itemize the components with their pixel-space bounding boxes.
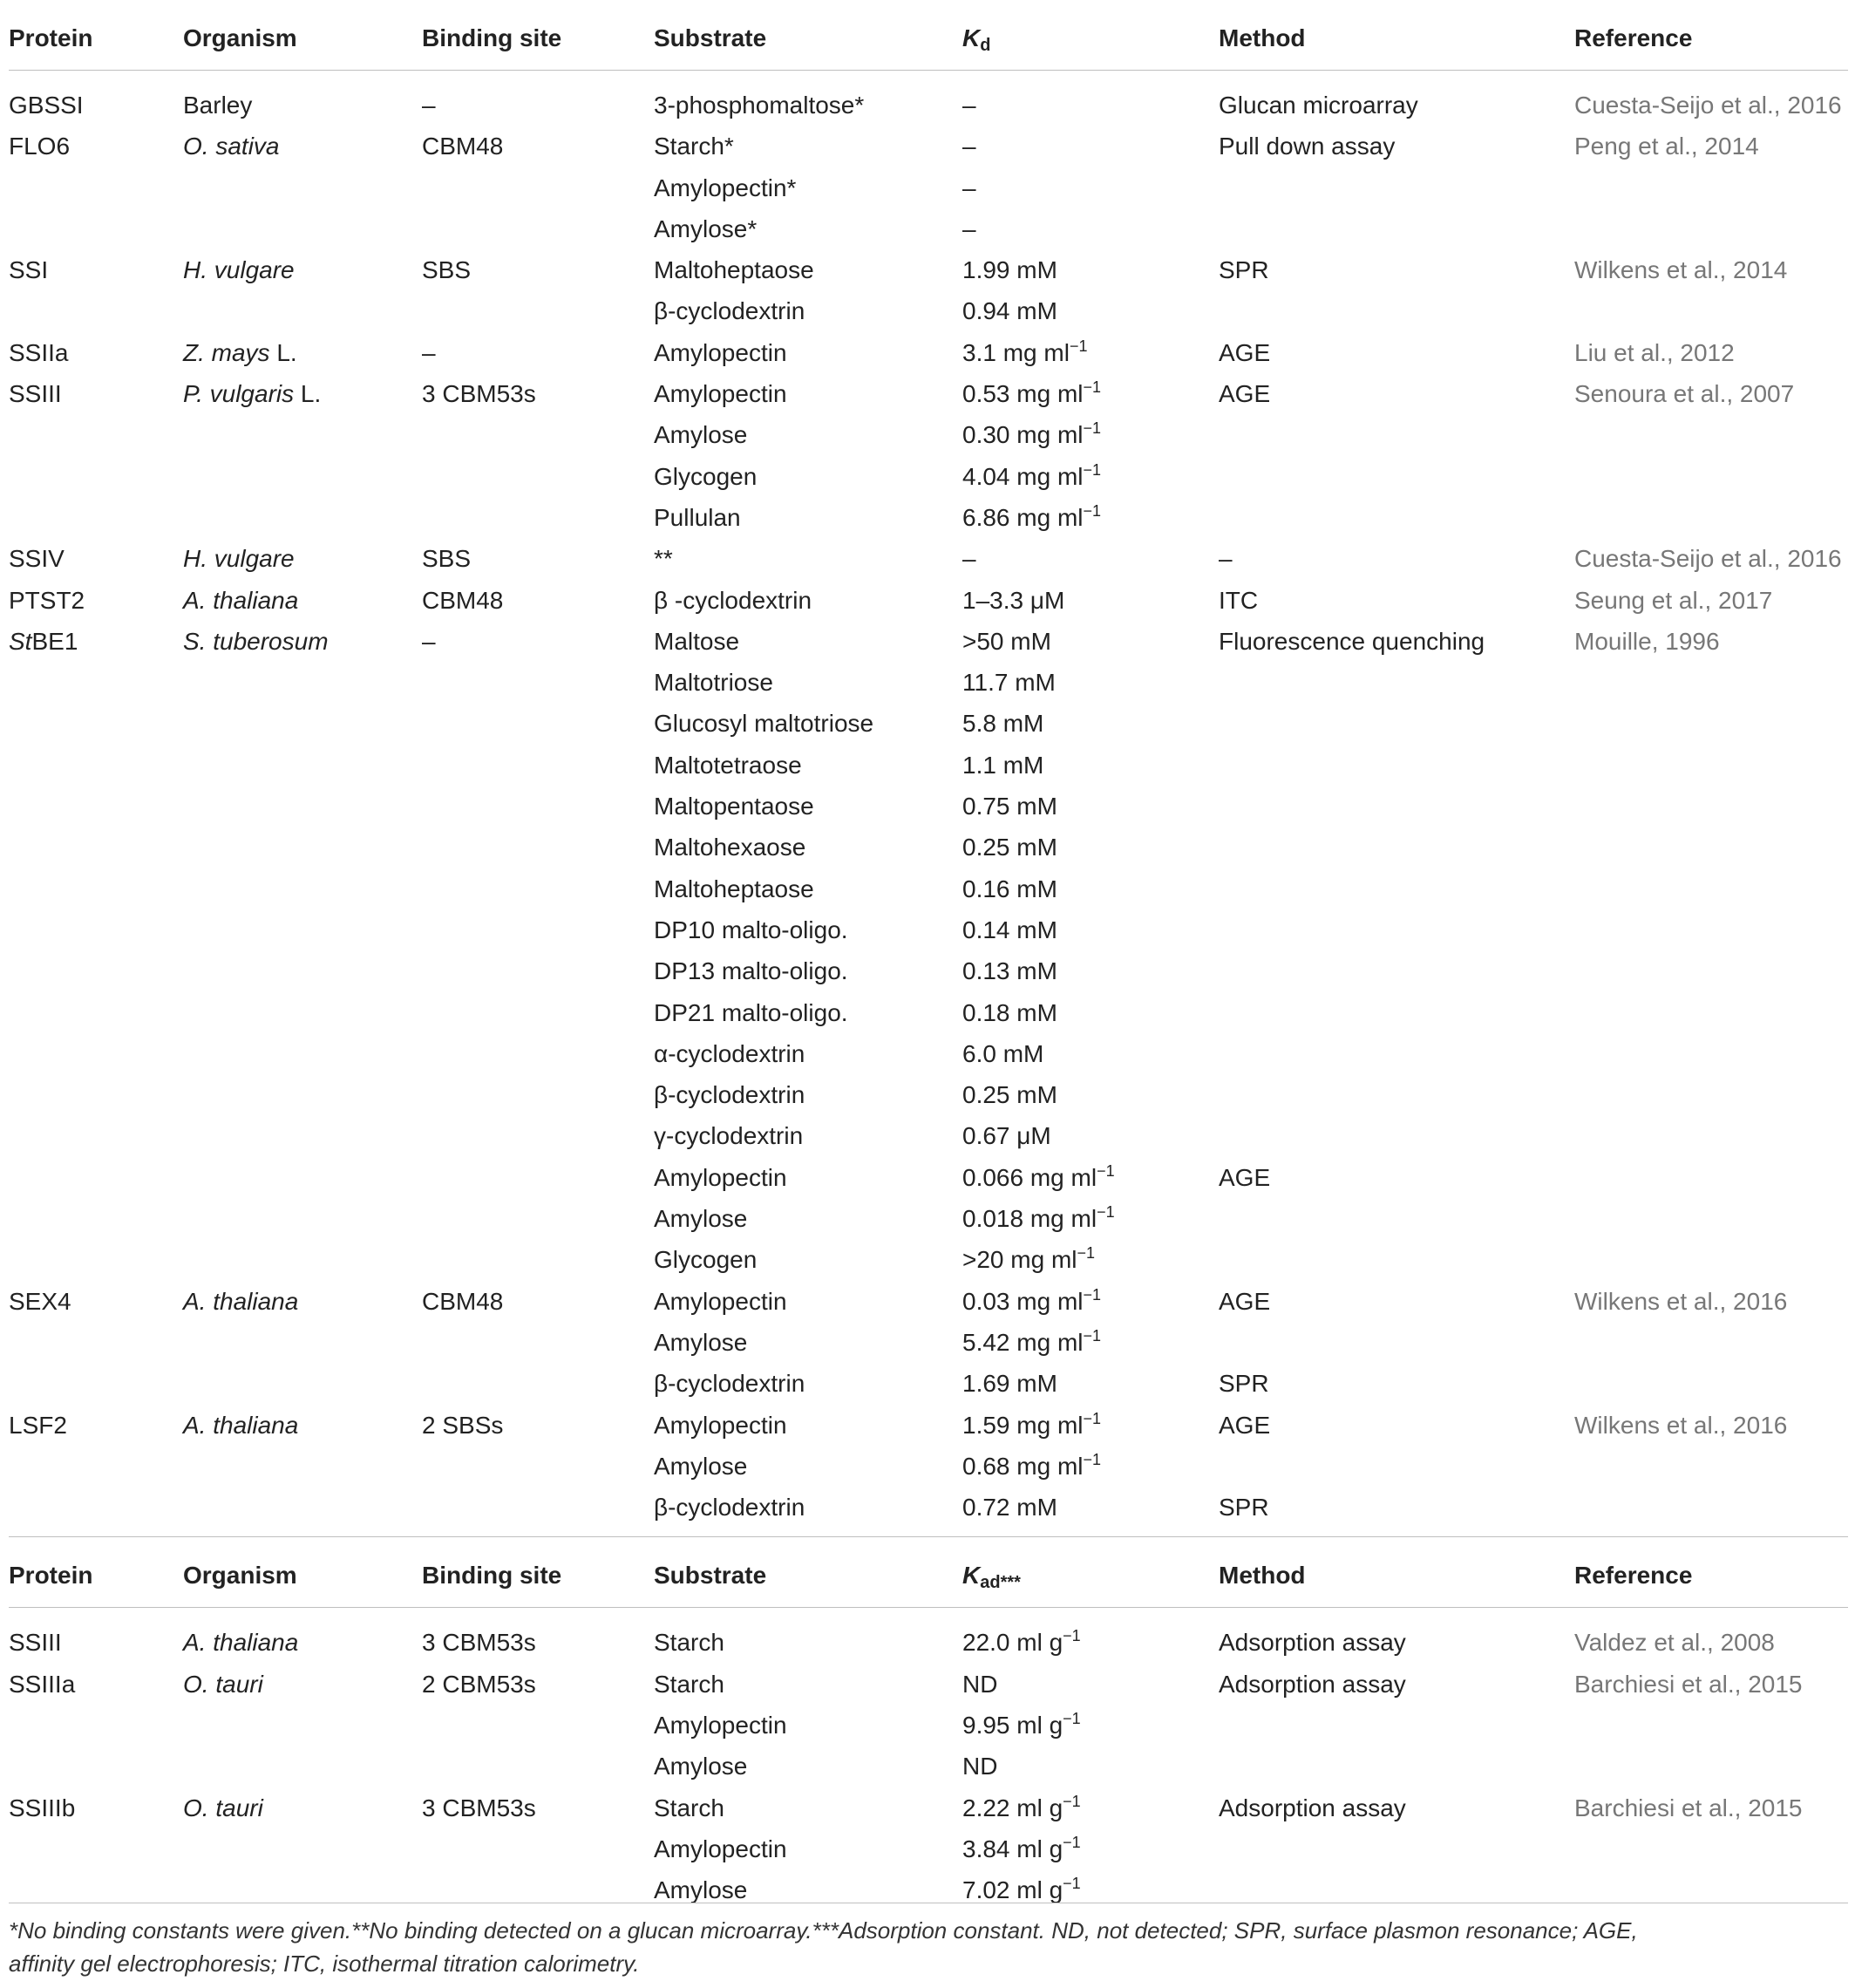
unit-exponent: −1 [1083,378,1102,397]
cell-binding-site: – [422,627,436,655]
cell-substrate: Maltotriose [654,669,773,697]
cell-organism [183,256,295,284]
cell-substrate: DP21 malto-oligo. [654,998,848,1026]
organism-name: H. vulgare [183,545,295,573]
cell-constant-value: 0.066 mg $ml^{-1}$ [962,1161,1115,1191]
cell-method: ITC [1219,586,1259,614]
cell-substrate: β-cyclodextrin [654,1494,805,1522]
cell-constant-value: 0.67 μM [962,1122,1051,1150]
cell-constant-value: 6.0 mM [962,1039,1044,1067]
cell-reference: Mouille, 1996 [1574,627,1720,655]
cell-method: SPR [1219,1494,1269,1522]
organism-name: O. sativa [183,133,280,160]
table-row [9,1322,1848,1363]
table-row [9,827,1848,868]
cell-reference: Cuesta-Seijo et al., 2016 [1574,545,1842,573]
cell-substrate: DP13 malto-oligo. [654,957,848,985]
cell-constant-value: 1.59 mg $ml^{-1}$ [962,1409,1102,1439]
cell-method: AGE [1219,380,1271,408]
unit-exponent: −1 [1063,1709,1081,1727]
cell-binding-site: 2 SBSs [422,1411,504,1439]
cell-method: SPR [1219,1370,1269,1398]
protein-italic-prefix: St [9,627,32,655]
cell-substrate: Amylopectin [654,1835,787,1862]
cell-protein: SSIV [9,545,65,573]
table-row [9,1198,1848,1239]
cell-organism [183,1629,298,1657]
cell-constant-value: 0.25 mM [962,834,1057,861]
cell-protein: SEX4 [9,1287,71,1315]
organism-name: A. thaliana [183,1411,299,1439]
cell-substrate: DP10 malto-oligo. [654,916,848,943]
cell-substrate: Amylose [654,1205,748,1233]
cell-substrate: Starch* [654,133,734,160]
cell-constant-value: 22.0 ml $g^{-1}$ [962,1627,1081,1657]
cell-substrate: Amylose [654,1328,748,1356]
cell-protein: SSI [9,256,49,284]
organism-name: S. tuberosum [183,627,329,655]
cell-constant-value: 1–3.3 μM [962,586,1065,614]
unit-exponent: −1 [1063,1792,1081,1810]
table-row [9,332,1848,373]
cell-substrate: Amylose* [654,214,758,242]
table-row [9,1281,1848,1322]
cell-organism [183,1671,263,1699]
cell-organism [183,1288,298,1316]
cell-reference: Peng et al., 2014 [1574,133,1759,160]
cell-protein: SSIII [9,380,62,408]
table-row [9,1363,1848,1404]
header-organism: Organism [183,1562,297,1590]
table-row [9,1487,1848,1528]
cell-method: Adsorption assay [1219,1794,1406,1821]
table-header-1 [9,0,1848,71]
cell-constant-value: >20 mg $ml^{-1}$ [962,1244,1096,1274]
cell-protein: SSIIIb [9,1794,76,1821]
header-kd-letter: K [962,24,981,51]
unit-exponent: −1 [1097,1161,1115,1180]
table-row [9,1405,1848,1446]
cell-binding-site: SBS [422,545,472,573]
cell-protein: SSIII [9,1629,62,1657]
cell-organism [183,628,329,656]
cell-constant-value: 9.95 ml $g^{-1}$ [962,1709,1081,1739]
table-row [9,1746,1848,1787]
cell-constant-value: 2.22 ml $g^{-1}$ [962,1792,1081,1821]
table-row [9,1664,1848,1705]
unit-exponent: −1 [1083,1450,1102,1468]
unit-exponent: −1 [1069,337,1088,355]
header-substrate: Substrate [654,1562,767,1590]
cell-binding-site: 2 CBM53s [422,1670,536,1698]
table-row [9,249,1848,290]
cell-constant-value: >50 mM [962,627,1051,655]
cell-constant-value: 0.30 mg $ml^{-1}$ [962,419,1102,449]
cell-binding-site: SBS [422,256,472,284]
cell-method: Adsorption assay [1219,1629,1406,1657]
header-method: Method [1219,1562,1306,1590]
cell-protein: LSF2 [9,1411,67,1439]
cell-reference: Seung et al., 2017 [1574,586,1773,614]
cell-binding-site: 3 CBM53s [422,1629,536,1657]
cell-method: Adsorption assay [1219,1670,1406,1698]
cell-binding-site: 3 CBM53s [422,380,536,408]
cell-substrate: Maltoheptaose [654,875,814,902]
table-row [9,497,1848,538]
cell-substrate: Glycogen [654,1246,758,1274]
cell-method: AGE [1219,1163,1271,1191]
cell-substrate: Amylopectin [654,1287,787,1315]
cell-substrate: Pullulan [654,503,741,531]
cell-constant-value: – [962,545,976,573]
table-row [9,786,1848,827]
cell-constant-value: 4.04 mg $ml^{-1}$ [962,460,1102,490]
organism-name: A. thaliana [183,1287,299,1315]
table-row [9,703,1848,744]
cell-constant-value: 11.7 mM [962,669,1056,697]
table-row [9,290,1848,331]
footnote-line-2: affinity gel electrophoresis; ITC, isothermal titration calorimetry. [9,1951,640,1977]
table-row [9,868,1848,909]
cell-constant-value: 0.18 mM [962,998,1057,1026]
cell-constant-value: 0.68 mg $ml^{-1}$ [962,1450,1102,1480]
header-kad [962,1562,1021,1593]
cell-constant-value: 6.86 mg $ml^{-1}$ [962,501,1102,531]
table-row [9,1787,1848,1828]
cell-substrate: Maltohexaose [654,834,806,861]
table-row [9,85,1848,126]
cell-method: SPR [1219,256,1269,284]
unit-exponent: −1 [1063,1875,1081,1893]
cell-substrate: β -cyclodextrin [654,586,812,614]
organism-name: H. vulgare [183,256,295,284]
cell-organism [183,92,252,119]
header-protein: Protein [9,1562,93,1590]
cell-substrate: Starch [654,1670,724,1698]
table-row [9,1239,1848,1280]
cell-constant-value: 0.72 mM [962,1494,1057,1522]
cell-substrate: β-cyclodextrin [654,1370,805,1398]
cell-substrate: ** [654,545,673,573]
cell-substrate: β-cyclodextrin [654,1081,805,1109]
cell-binding-site: – [422,92,436,119]
table-row [9,1828,1848,1869]
table-row [9,1115,1848,1156]
cell-substrate: Maltoheptaose [654,256,814,284]
cell-reference: Wilkens et al., 2016 [1574,1287,1788,1315]
cell-reference: Cuesta-Seijo et al., 2016 [1574,92,1842,119]
header-method: Method [1219,24,1306,51]
cell-method: AGE [1219,338,1271,366]
cell-constant-value: – [962,214,976,242]
table-row [9,909,1848,950]
organism-name: O. tauri [183,1670,263,1698]
cell-constant-value: 1.69 mM [962,1370,1057,1398]
table-header-2 [9,1536,1848,1608]
organism-name: A. thaliana [183,1629,299,1657]
cell-reference: Barchiesi et al., 2015 [1574,1794,1803,1821]
organism-name: Barley [183,92,253,119]
header-binding-site: Binding site [422,24,562,51]
table-row [9,538,1848,579]
cell-constant-value: 0.14 mM [962,916,1057,943]
table-row [9,662,1848,703]
cell-substrate: Amylose [654,1876,748,1904]
header-kd [962,24,991,55]
header-kd-subscript: d [980,36,991,55]
cell-substrate: Maltose [654,627,740,655]
cell-organism [183,587,298,615]
table-body-1 [9,85,1848,1528]
cell-constant-value: 5.42 mg $ml^{-1}$ [962,1326,1102,1356]
unit-exponent: −1 [1083,1285,1102,1304]
organism-name: Z. mays [183,338,270,366]
table-row [9,456,1848,497]
cell-substrate: β-cyclodextrin [654,297,805,325]
cell-constant-value: 0.018 mg $ml^{-1}$ [962,1203,1115,1233]
cell-substrate: γ-cyclodextrin [654,1122,804,1150]
cell-substrate: Starch [654,1629,724,1657]
header-binding-site: Binding site [422,1562,562,1590]
organism-name: O. tauri [183,1794,263,1821]
table-row [9,126,1848,167]
cell-method: AGE [1219,1287,1271,1315]
table-row [9,208,1848,249]
cell-substrate: Maltopentaose [654,793,814,820]
header-reference: Reference [1574,1562,1693,1590]
table-row [9,414,1848,455]
cell-constant-value: ND [962,1670,998,1698]
cell-reference: Senoura et al., 2007 [1574,380,1795,408]
cell-constant-value: ND [962,1753,998,1780]
footnote-line-1: *No binding constants were given.**No binding detected on a glucan microarray.***Adsorption constant. ND, not detected; SPR, surface plasmon resonance; AGE, [9,1917,1638,1944]
cell-binding-site: CBM48 [422,133,504,160]
table-row [9,1074,1848,1115]
table-row [9,1705,1848,1746]
cell-method: Fluorescence quenching [1219,627,1485,655]
cell-organism: Z. mays L. [183,338,297,366]
cell-substrate: Amylopectin [654,1711,787,1739]
cell-binding-site: – [422,338,436,366]
cell-constant-value: 3.84 ml $g^{-1}$ [962,1833,1081,1862]
cell-constant-value: 5.8 mM [962,710,1044,738]
cell-substrate: Amylopectin [654,1411,787,1439]
cell-organism: P. vulgaris L. [183,380,322,408]
cell-constant-value: 1.1 mM [962,751,1044,779]
cell-constant-value: 1.99 mM [962,256,1057,284]
table-row [9,745,1848,786]
header-reference: Reference [1574,24,1693,51]
cell-protein: SSIIIa [9,1670,76,1698]
unit-exponent: −1 [1083,419,1102,438]
cell-binding-site: CBM48 [422,1287,504,1315]
cell-constant-value: 0.13 mM [962,957,1057,985]
table-row [9,1446,1848,1487]
cell-binding-site: CBM48 [422,586,504,614]
cell-substrate: Amylopectin [654,1163,787,1191]
cell-constant-value: 0.94 mM [962,297,1057,325]
cell-substrate: α-cyclodextrin [654,1039,805,1067]
cell-substrate: Amylose [654,1753,748,1780]
cell-constant-value: 0.03 mg $ml^{-1}$ [962,1285,1102,1315]
header-organism: Organism [183,24,297,51]
header-kad-letter: K [962,1562,981,1590]
cell-substrate: Starch [654,1794,724,1821]
cell-reference: Valdez et al., 2008 [1574,1629,1775,1657]
cell-substrate: Amylopectin [654,380,787,408]
cell-constant-value: 7.02 ml $g^{-1}$ [962,1875,1081,1904]
cell-constant-value: 0.53 mg $ml^{-1}$ [962,378,1102,408]
cell-method: AGE [1219,1411,1271,1439]
cell-organism [183,133,279,160]
cell-constant-value: – [962,174,976,201]
cell-constant-value: 0.25 mM [962,1081,1057,1109]
table-row [9,950,1848,991]
table-row [9,621,1848,662]
table-row [9,1622,1848,1663]
table-row [9,580,1848,621]
cell-substrate: Amylopectin [654,338,787,366]
unit-exponent: −1 [1063,1627,1081,1645]
table-footnote [9,1903,1848,1980]
cell-organism [183,545,295,573]
cell-constant-value: 0.75 mM [962,793,1057,820]
unit-exponent: −1 [1097,1203,1115,1222]
cell-protein: SSIIa [9,338,69,366]
cell-reference: Wilkens et al., 2014 [1574,256,1788,284]
organism-name: A. thaliana [183,586,299,614]
table-row [9,1157,1848,1198]
cell-organism [183,1794,263,1822]
cell-reference: Wilkens et al., 2016 [1574,1411,1788,1439]
cell-substrate: Amylopectin* [654,174,797,201]
cell-substrate: Maltotetraose [654,751,802,779]
cell-method: – [1219,545,1233,573]
cell-constant-value: 3.1 mg $ml^{-1}$ [962,337,1088,366]
cell-organism [183,1412,298,1440]
unit-exponent: −1 [1083,460,1102,479]
table-row [9,1033,1848,1074]
cell-protein: GBSSI [9,92,84,119]
header-kad-subscript: ad*** [980,1573,1021,1593]
cell-substrate: Glucosyl maltotriose [654,710,874,738]
header-protein: Protein [9,24,93,51]
cell-constant-value: – [962,92,976,119]
unit-exponent: −1 [1083,1326,1102,1345]
header-substrate: Substrate [654,24,767,51]
cell-substrate: Glycogen [654,462,758,490]
cell-binding-site: 3 CBM53s [422,1794,536,1821]
table-body-2 [9,1622,1848,1910]
cell-substrate: 3-phosphomaltose* [654,92,865,119]
cell-constant-value: 0.16 mM [962,875,1057,902]
organism-name: P. vulgaris [183,380,295,408]
binding-constants-table [9,0,1848,1910]
table-row [9,992,1848,1033]
cell-method: Pull down assay [1219,133,1396,160]
unit-exponent: −1 [1083,501,1102,520]
cell-protein: PTST2 [9,586,85,614]
cell-constant-value: – [962,133,976,160]
cell-protein: FLO6 [9,133,71,160]
unit-exponent: −1 [1083,1409,1102,1427]
cell-substrate: Amylose [654,1452,748,1480]
cell-substrate: Amylose [654,421,748,449]
table-row [9,373,1848,414]
table-row [9,167,1848,208]
unit-exponent: −1 [1063,1833,1081,1851]
cell-method: Glucan microarray [1219,92,1418,119]
cell-protein: StBE1 [9,627,78,655]
cell-reference: Barchiesi et al., 2015 [1574,1670,1803,1698]
unit-exponent: −1 [1077,1244,1096,1263]
cell-reference: Liu et al., 2012 [1574,338,1735,366]
